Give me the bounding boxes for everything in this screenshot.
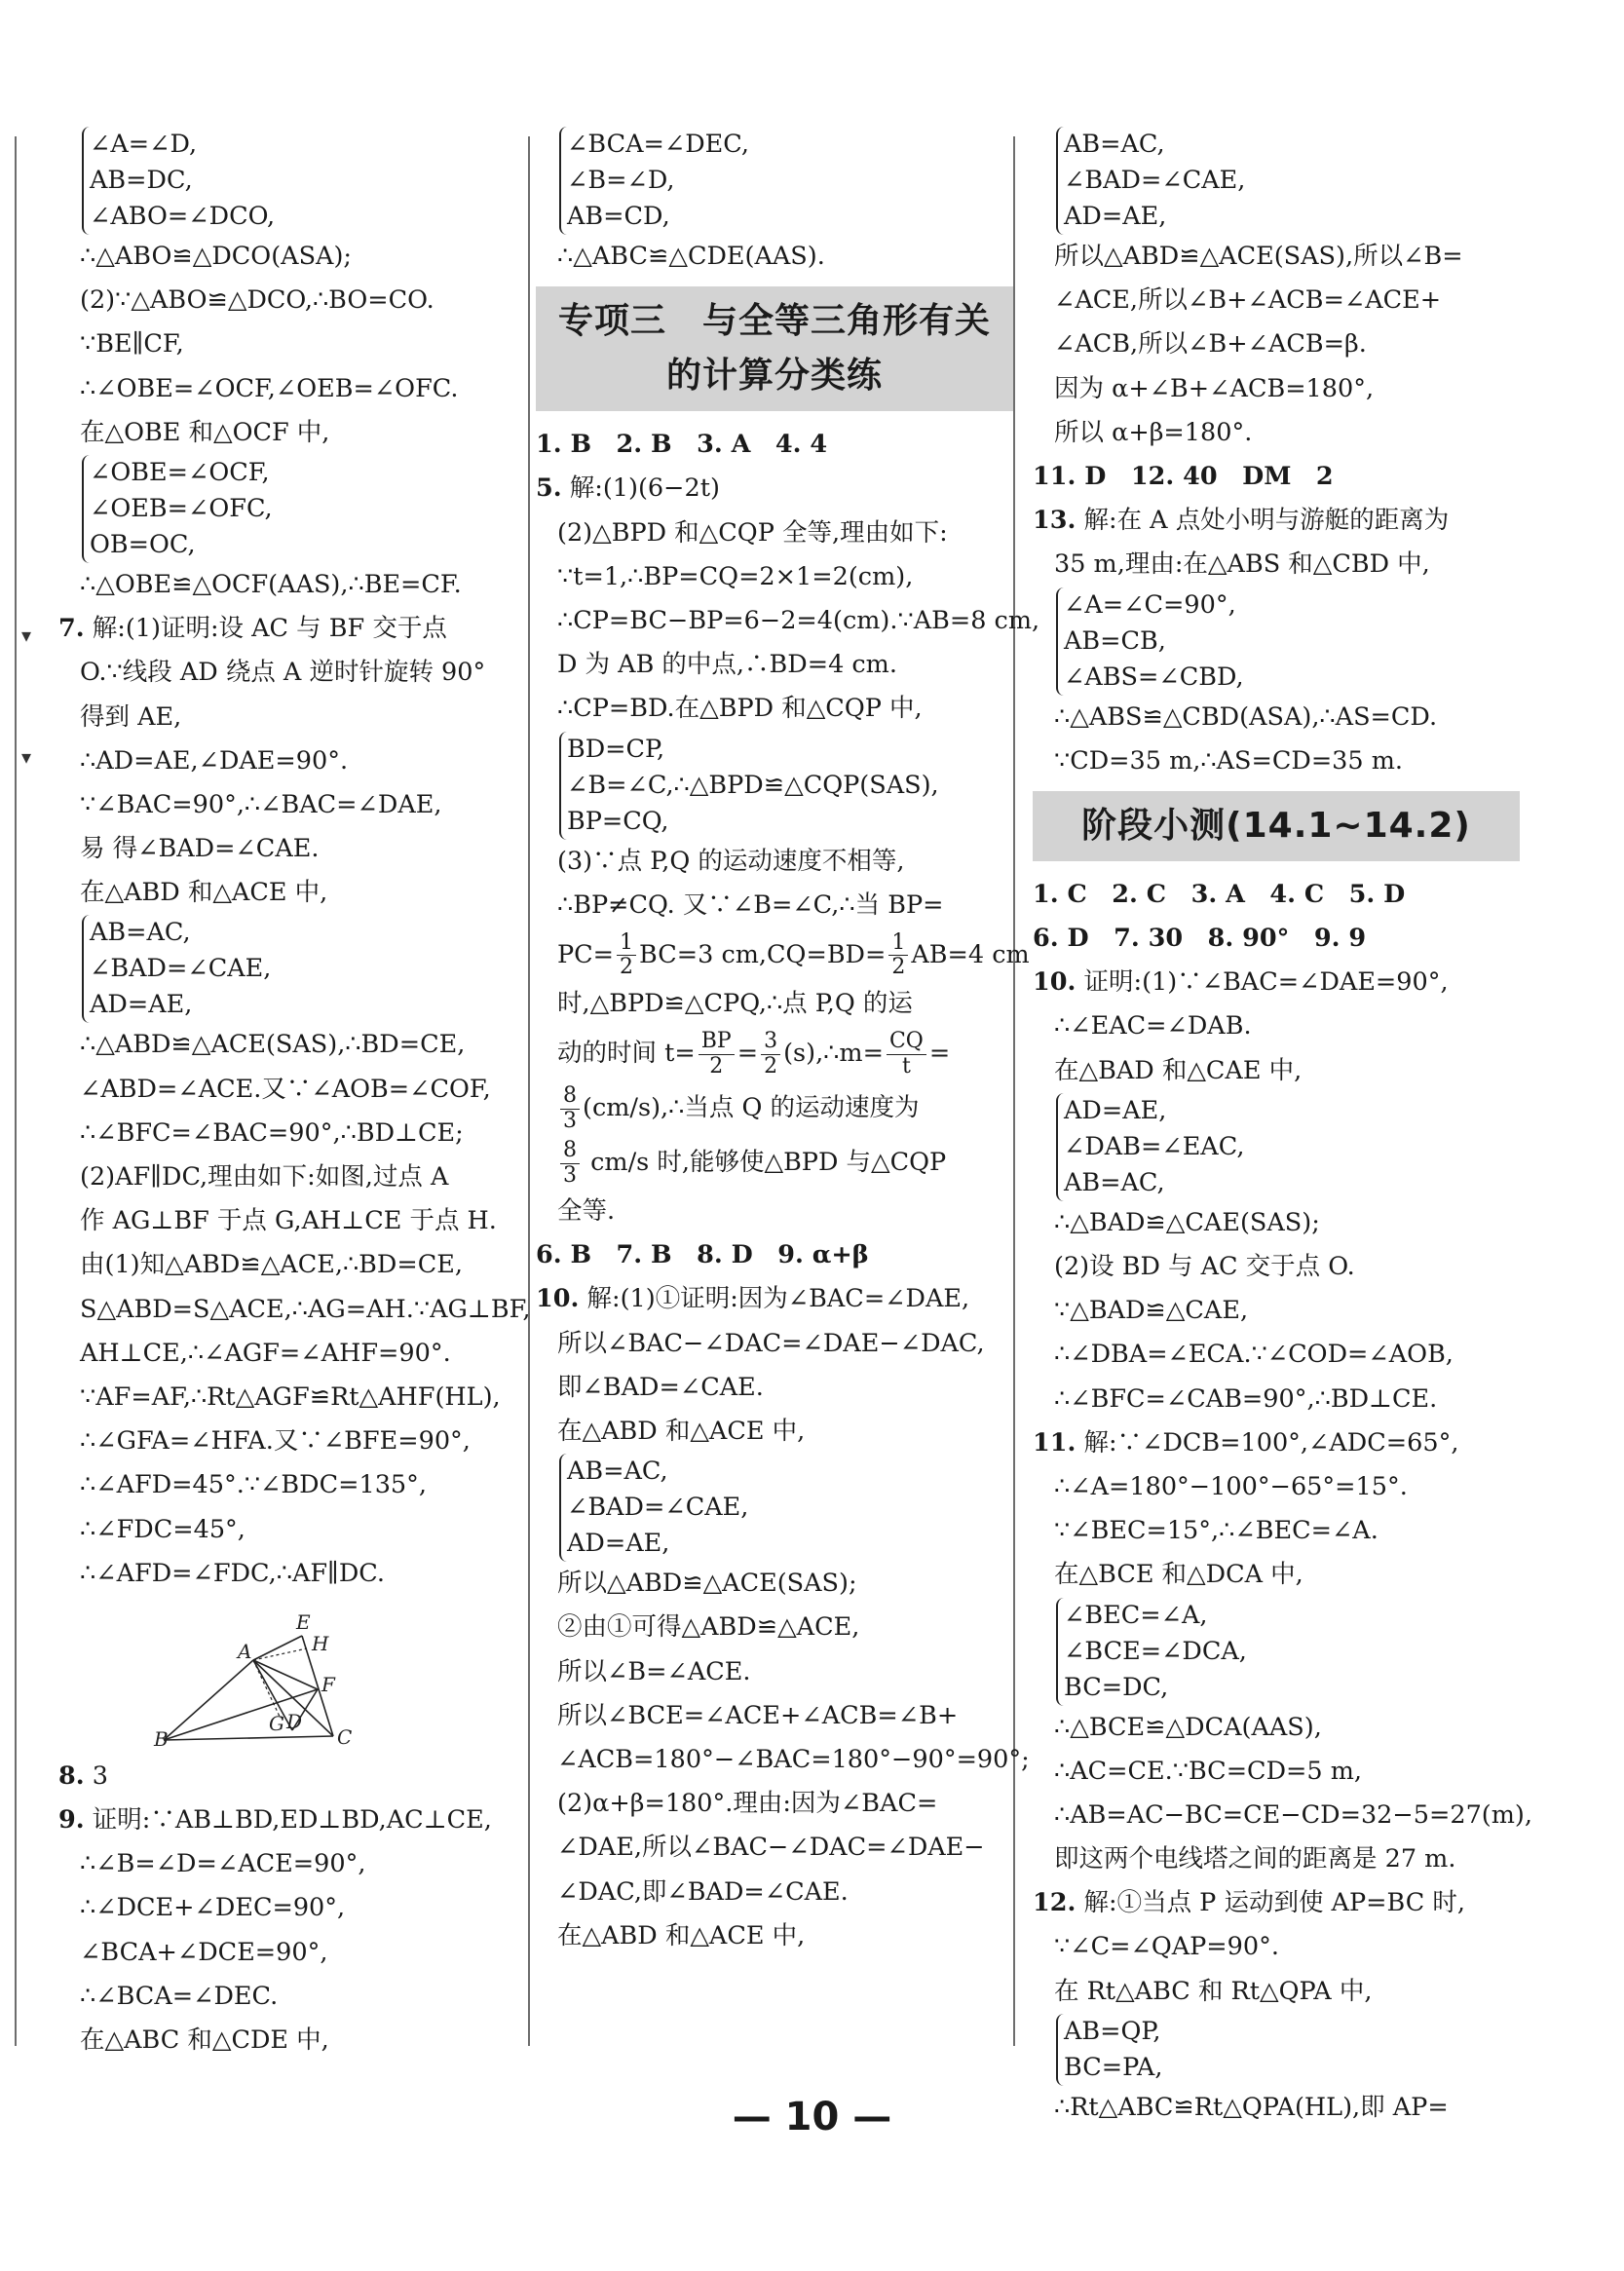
text: 解:(1)①证明:因为∠BAC=∠DAE, (586, 1284, 970, 1314)
system-line: AB=CB, (1064, 625, 1166, 656)
text-line: ∠BCA+∠DCE=90°, (80, 1937, 328, 1967)
system-line: BD=CP, (567, 734, 665, 764)
system-line: ∠ABO=∠DCO, (90, 202, 276, 231)
text-line: ∠DAE,所以∠BAC−∠DAC=∠DAE− (557, 1833, 985, 1863)
segment-AE (253, 1636, 302, 1660)
segment-BA (164, 1660, 253, 1740)
text-line (536, 927, 1030, 982)
margin-mark-1: ▾ (21, 624, 32, 647)
text-line: 在△OBE 和△OCF 中, (80, 417, 330, 447)
system-line: BP=CQ, (567, 806, 669, 836)
label-G: G (269, 1711, 284, 1735)
text-line: ∠ACB,所以∠B+∠ACB=β. (1054, 329, 1367, 360)
text-line: ∴∠A=180°−100°−65°=15°. (1054, 1471, 1408, 1501)
question-number: 8. (58, 1760, 85, 1791)
text-line: 所以△ABD≌△ACE(SAS); (557, 1569, 857, 1599)
text: 解:(1)证明:设 AC 与 BF 交于点 (92, 614, 447, 644)
system-line: ∠A=∠D, (90, 130, 198, 159)
equation-system (1056, 1093, 1520, 1201)
margin-mark-2: ▾ (21, 745, 32, 769)
text-line: ∴△ABD≌△ACE(SAS),∴BD=CE, (80, 1030, 466, 1060)
system-line: ∠B=∠D, (567, 166, 675, 195)
equation-system (1056, 2014, 1520, 2086)
text: cm/s 时,能够使△BPD 与△CQP (590, 1148, 947, 1178)
text-line (536, 1135, 1013, 1190)
text: 解:在 A 点处小明与游艇的距离为 (1083, 506, 1450, 536)
text-line: ∴∠AFD=∠FDC,∴AF∥DC. (80, 1558, 385, 1588)
numerator: 8 (560, 1084, 580, 1109)
fraction (888, 931, 908, 979)
text-line: (3)∵点 P,Q 的运动速度不相等, (557, 846, 905, 876)
question-13-line (1033, 499, 1520, 543)
text-line: D 为 AB 的中点,∴BD=4 cm. (557, 650, 897, 680)
system-line: ∠A=∠C=90°, (1064, 589, 1236, 620)
column-divider-left (15, 136, 17, 2046)
question-9-line (58, 1798, 526, 1842)
label-A: A (238, 1639, 252, 1663)
answer: 3 (92, 1760, 108, 1791)
text-line: 在△ABD 和△ACE 中, (557, 1417, 806, 1446)
column-divider-1 (528, 136, 530, 2046)
page-number: — 10 — (732, 2095, 892, 2139)
system-line: ∠OEB=∠OFC, (90, 493, 273, 523)
question-8-line (58, 1755, 526, 1798)
text-line: 时,△BPD≌△CPQ,∴点 P,Q 的运 (557, 988, 913, 1018)
text-line: ∴△ABO≌△DCO(ASA); (80, 242, 352, 271)
text: = (736, 1039, 759, 1069)
text: 动的时间 t= (557, 1039, 696, 1069)
text: 证明:(1)∵∠BAC=∠DAE=90°, (1083, 967, 1449, 998)
banner-title-line: 的计算分类练 (665, 356, 883, 397)
column-right (1033, 127, 1532, 2130)
system-line: ∠ABS=∠CBD, (1064, 662, 1244, 692)
fraction (761, 1030, 780, 1078)
text-line: ∵CD=35 m,∴AS=CD=35 m. (1054, 745, 1404, 776)
text-line: 在△ABC 和△CDE 中, (80, 2025, 329, 2055)
numerator: 1 (888, 931, 908, 956)
text-line: ∴BP≠CQ. 又∵∠B=∠C,∴当 BP= (557, 889, 944, 920)
text-line: AH⊥CE,∴∠AGF=∠AHF=90°. (80, 1338, 451, 1368)
section-banner-stage-test (1033, 791, 1520, 861)
text-line: ∵∠BEC=15°,∴∠BEC=∠A. (1054, 1516, 1379, 1546)
system-line: ∠DAB=∠EAC, (1064, 1131, 1245, 1161)
question-number: 9. (58, 1805, 85, 1836)
system-line: AB=AC, (90, 918, 191, 948)
equation-system (559, 1454, 1013, 1562)
equation-system (559, 732, 1013, 840)
text-line: ∴∠DCE+∠DEC=90°, (80, 1893, 346, 1923)
text-line: ∠ABD=∠ACE.又∵∠AOB=∠COF, (80, 1074, 491, 1104)
answers-line: 1. B 2. B 3. A 4. 4 (536, 430, 828, 460)
text-line: 所以 α+β=180°. (1054, 417, 1253, 447)
geometry-figure (154, 1602, 409, 1751)
text-line: ∴△ABS≌△CBD(ASA),∴AS=CD. (1054, 701, 1438, 732)
segment-AF (253, 1660, 318, 1689)
question-5-line (536, 467, 1013, 511)
system-line: AD=AE, (1064, 202, 1167, 231)
answers-line: 6. B 7. B 8. D 9. α+β (536, 1240, 869, 1270)
system-line: ∠BCE=∠DCA, (1064, 1636, 1247, 1666)
text-line: 在△BAD 和△CAE 中, (1054, 1055, 1303, 1085)
text-line: ∠DAC,即∠BAD=∠CAE. (557, 1876, 849, 1907)
text-line: 在△BCE 和△DCA 中, (1054, 1560, 1303, 1590)
text-line: ∴AD=AE,∠DAE=90°. (80, 745, 349, 776)
text: 解:∵∠DCB=100°,∠ADC=65°, (1083, 1427, 1459, 1457)
text-line: ∴∠DBA=∠ECA.∵∠COD=∠AOB, (1054, 1340, 1454, 1370)
equation-system (82, 455, 526, 563)
system-line: BC=PA, (1064, 2052, 1163, 2082)
text-line: ∵AF=AF,∴Rt△AGF≌Rt△AHF(HL), (80, 1382, 501, 1412)
system-line: BC=DC, (1064, 1672, 1169, 1702)
system-line: ∠BAD=∠CAE, (1064, 166, 1246, 195)
text-line: ∴△BAD≌△CAE(SAS); (1054, 1207, 1320, 1237)
system-line: AB=AC, (567, 1457, 668, 1487)
text-line: ∴△OBE≌△OCF(AAS),∴BE=CF. (80, 569, 462, 599)
text-line: (2)α+β=180°.理由:因为∠BAC= (557, 1789, 938, 1819)
text-line: ∴△ABC≌△CDE(AAS). (557, 242, 825, 271)
system-line: ∠BCA=∠DEC, (567, 130, 750, 159)
banner-title-line: 阶段小测(14.1~14.2) (1081, 805, 1471, 846)
segment-BC (164, 1736, 333, 1740)
text-line: 得到 AE, (80, 701, 182, 732)
question-10-line (1033, 961, 1520, 1004)
fraction (560, 1139, 580, 1187)
system-line: ∠BEC=∠A, (1064, 1600, 1208, 1630)
text-line: ∴∠BCA=∠DEC. (80, 1981, 279, 2011)
text-line: 所以∠BAC−∠DAC=∠DAE−∠DAC, (557, 1328, 985, 1358)
label-E: E (296, 1609, 311, 1634)
equation-system (559, 127, 1013, 235)
text: (s),∴m= (783, 1039, 884, 1069)
question-number: 7. (58, 614, 85, 644)
fraction (560, 1084, 580, 1132)
answers-line: 11. D 12. 40 DM 2 (1033, 461, 1334, 491)
column-left (58, 127, 531, 2063)
question-12-line (1033, 1881, 1520, 1925)
question-number: 11. (1033, 1427, 1076, 1457)
text-line: (2)∵△ABO≌△DCO,∴BO=CO. (80, 285, 434, 316)
denominator: 3 (563, 1108, 577, 1133)
denominator: 2 (764, 1053, 778, 1079)
text-line: S△ABD=S△ACE,∴AG=AH.∵AG⊥BF, (80, 1294, 531, 1324)
text-line: 所以∠B=∠ACE. (557, 1656, 751, 1686)
text: PC= (557, 939, 615, 969)
text-line: ∠ACB=180°−∠BAC=180°−90°=90°; (557, 1744, 1030, 1774)
denominator: 2 (891, 955, 906, 980)
text-line: 即这两个电线塔之间的距离是 27 m. (1054, 1844, 1456, 1874)
text-line: (2)设 BD 与 AC 交于点 O. (1054, 1252, 1355, 1281)
question-number: 13. (1033, 506, 1076, 536)
system-line: ∠BAD=∠CAE, (90, 954, 272, 984)
numerator: CQ (887, 1030, 926, 1054)
text-line: 35 m,理由:在△ABS 和△CBD 中, (1054, 549, 1430, 580)
text-line (536, 1026, 1013, 1080)
text-line: ②由①可得△ABD≌△ACE, (557, 1612, 860, 1643)
text-line: (2)AF∥DC,理由如下:如图,过点 A (80, 1162, 449, 1192)
denominator: 3 (563, 1162, 577, 1188)
segment-AH (253, 1648, 307, 1660)
text: BC=3 cm,CQ=BD= (639, 939, 887, 969)
question-number: 12. (1033, 1888, 1076, 1918)
text-line: ∴∠B=∠D=∠ACE=90°, (80, 1849, 366, 1879)
answers-line: 6. D 7. 30 8. 90° 9. 9 (1033, 924, 1367, 954)
label-C: C (337, 1724, 353, 1749)
text-line: O.∵线段 AD 绕点 A 逆时针旋转 90° (80, 658, 486, 688)
system-line: AD=AE, (1064, 1095, 1167, 1125)
text-line: ∴CP=BC−BP=6−2=4(cm).∵AB=8 cm, (557, 605, 1040, 635)
equation-system (1056, 127, 1520, 235)
text: (cm/s),∴当点 Q 的运动速度为 (583, 1093, 920, 1123)
equation-system (1056, 1598, 1520, 1706)
system-line: AB=DC, (90, 166, 193, 195)
system-line: ∠B=∠C,∴△BPD≌△CQP(SAS), (567, 770, 939, 800)
text-line: ∵BE∥CF, (80, 329, 184, 360)
text-line: ∴△BCE≌△DCA(AAS), (1054, 1712, 1322, 1742)
banner-title-line: 专项三 与全等三角形有关 (557, 301, 991, 342)
text: 解:(1)(6−2t) (569, 473, 720, 504)
text-line: ∵∠BAC=90°,∴∠BAC=∠DAE, (80, 789, 442, 819)
fraction (699, 1030, 735, 1078)
text-line: ∴∠AFD=45°.∵∠BDC=135°, (80, 1470, 427, 1500)
numerator: 8 (560, 1139, 580, 1163)
label-F: F (321, 1672, 335, 1696)
system-line: AD=AE, (90, 990, 193, 1020)
text-line: ∵△BAD≌△CAE, (1054, 1296, 1249, 1326)
column-middle (536, 127, 1040, 1958)
text-line: ∴∠OBE=∠OCF,∠OEB=∠OFC. (80, 373, 459, 403)
numerator: 1 (617, 931, 636, 956)
section-banner-special-3 (536, 286, 1013, 411)
denominator: 2 (709, 1053, 724, 1079)
label-D: D (286, 1709, 303, 1733)
fraction (887, 1030, 926, 1078)
text-line: 即∠BAD=∠CAE. (557, 1372, 764, 1402)
question-10-line (536, 1277, 1013, 1321)
text-line: ∴∠GFA=∠HFA.又∵∠BFE=90°, (80, 1426, 471, 1457)
text-line: 在 Rt△ABC 和 Rt△QPA 中, (1054, 1976, 1373, 2006)
system-line: AB=AC, (1064, 130, 1165, 159)
text-line: 在△ABD 和△ACE 中, (557, 1920, 806, 1950)
text-line: ∴∠BFC=∠BAC=90°,∴BD⊥CE; (80, 1117, 464, 1148)
system-line: AB=QP, (1064, 2016, 1161, 2046)
denominator: t (901, 1053, 911, 1079)
numerator: 3 (761, 1030, 780, 1054)
question-11-line (1033, 1421, 1520, 1465)
text-line: ∠ACE,所以∠B+∠ACB=∠ACE+ (1054, 285, 1442, 316)
text-line: 全等. (557, 1196, 616, 1227)
text-line: ∴CP=BD.在△BPD 和△CQP 中, (557, 694, 923, 724)
text-line (536, 1080, 1013, 1135)
text: 证明:∵AB⊥BD,ED⊥BD,AC⊥CE, (92, 1805, 492, 1836)
system-line: ∠OBE=∠OCF, (90, 457, 270, 487)
system-line: ∠BAD=∠CAE, (567, 1493, 749, 1523)
text-line: ∵∠C=∠QAP=90°. (1054, 1932, 1279, 1962)
system-line: AB=CD, (567, 202, 670, 231)
text-line: 在△ABD 和△ACE 中, (80, 878, 328, 908)
text-line: ∴∠FDC=45°, (80, 1514, 245, 1544)
text-line: ∴Rt△ABC≌Rt△QPA(HL),即 AP= (1054, 2092, 1449, 2122)
text-line: 由(1)知△ABD≌△ACE,∴BD=CE, (80, 1250, 463, 1280)
text-line: ∴AC=CE.∵BC=CD=5 m, (1054, 1756, 1362, 1786)
system-line: OB=OC, (90, 529, 196, 559)
question-number: 10. (1033, 967, 1076, 998)
equation-system (82, 915, 526, 1023)
text-line: (2)△BPD 和△CQP 全等,理由如下: (557, 517, 948, 548)
text-line: ∴∠BFC=∠CAB=90°,∴BD⊥CE. (1054, 1383, 1438, 1414)
system-line: AB=AC, (1064, 1167, 1165, 1197)
text: 解:①当点 P 运动到使 AP=BC 时, (1083, 1888, 1465, 1918)
text-line: 易 得∠BAD=∠CAE. (80, 834, 320, 864)
question-number: 10. (536, 1284, 580, 1314)
numerator: BP (699, 1030, 735, 1054)
question-number: 5. (536, 473, 562, 504)
question-7-line (58, 607, 526, 651)
text-line: ∵t=1,∴BP=CQ=2×1=2(cm), (557, 561, 914, 591)
text: AB=4 cm (911, 939, 1030, 969)
text-line: 因为 α+∠B+∠ACB=180°, (1054, 373, 1375, 403)
answers-line: 1. C 2. C 3. A 4. C 5. D (1033, 879, 1406, 909)
denominator: 2 (620, 955, 634, 980)
label-H: H (312, 1631, 329, 1655)
text: = (928, 1039, 951, 1069)
text-line: 所以△ABD≌△ACE(SAS),所以∠B= (1054, 242, 1463, 271)
equation-system (1056, 587, 1520, 696)
equation-system (82, 127, 526, 235)
system-line: AD=AE, (567, 1529, 670, 1559)
fraction (617, 931, 636, 979)
text-line: ∴AB=AC−BC=CE−CD=32−5=27(m), (1054, 1799, 1532, 1830)
text-line: ∴∠EAC=∠DAB. (1054, 1011, 1252, 1041)
text-line: 作 AG⊥BF 于点 G,AH⊥CE 于点 H. (80, 1206, 497, 1236)
label-B: B (154, 1726, 169, 1751)
text-line: 所以∠BCE=∠ACE+∠ACB=∠B+ (557, 1700, 959, 1730)
